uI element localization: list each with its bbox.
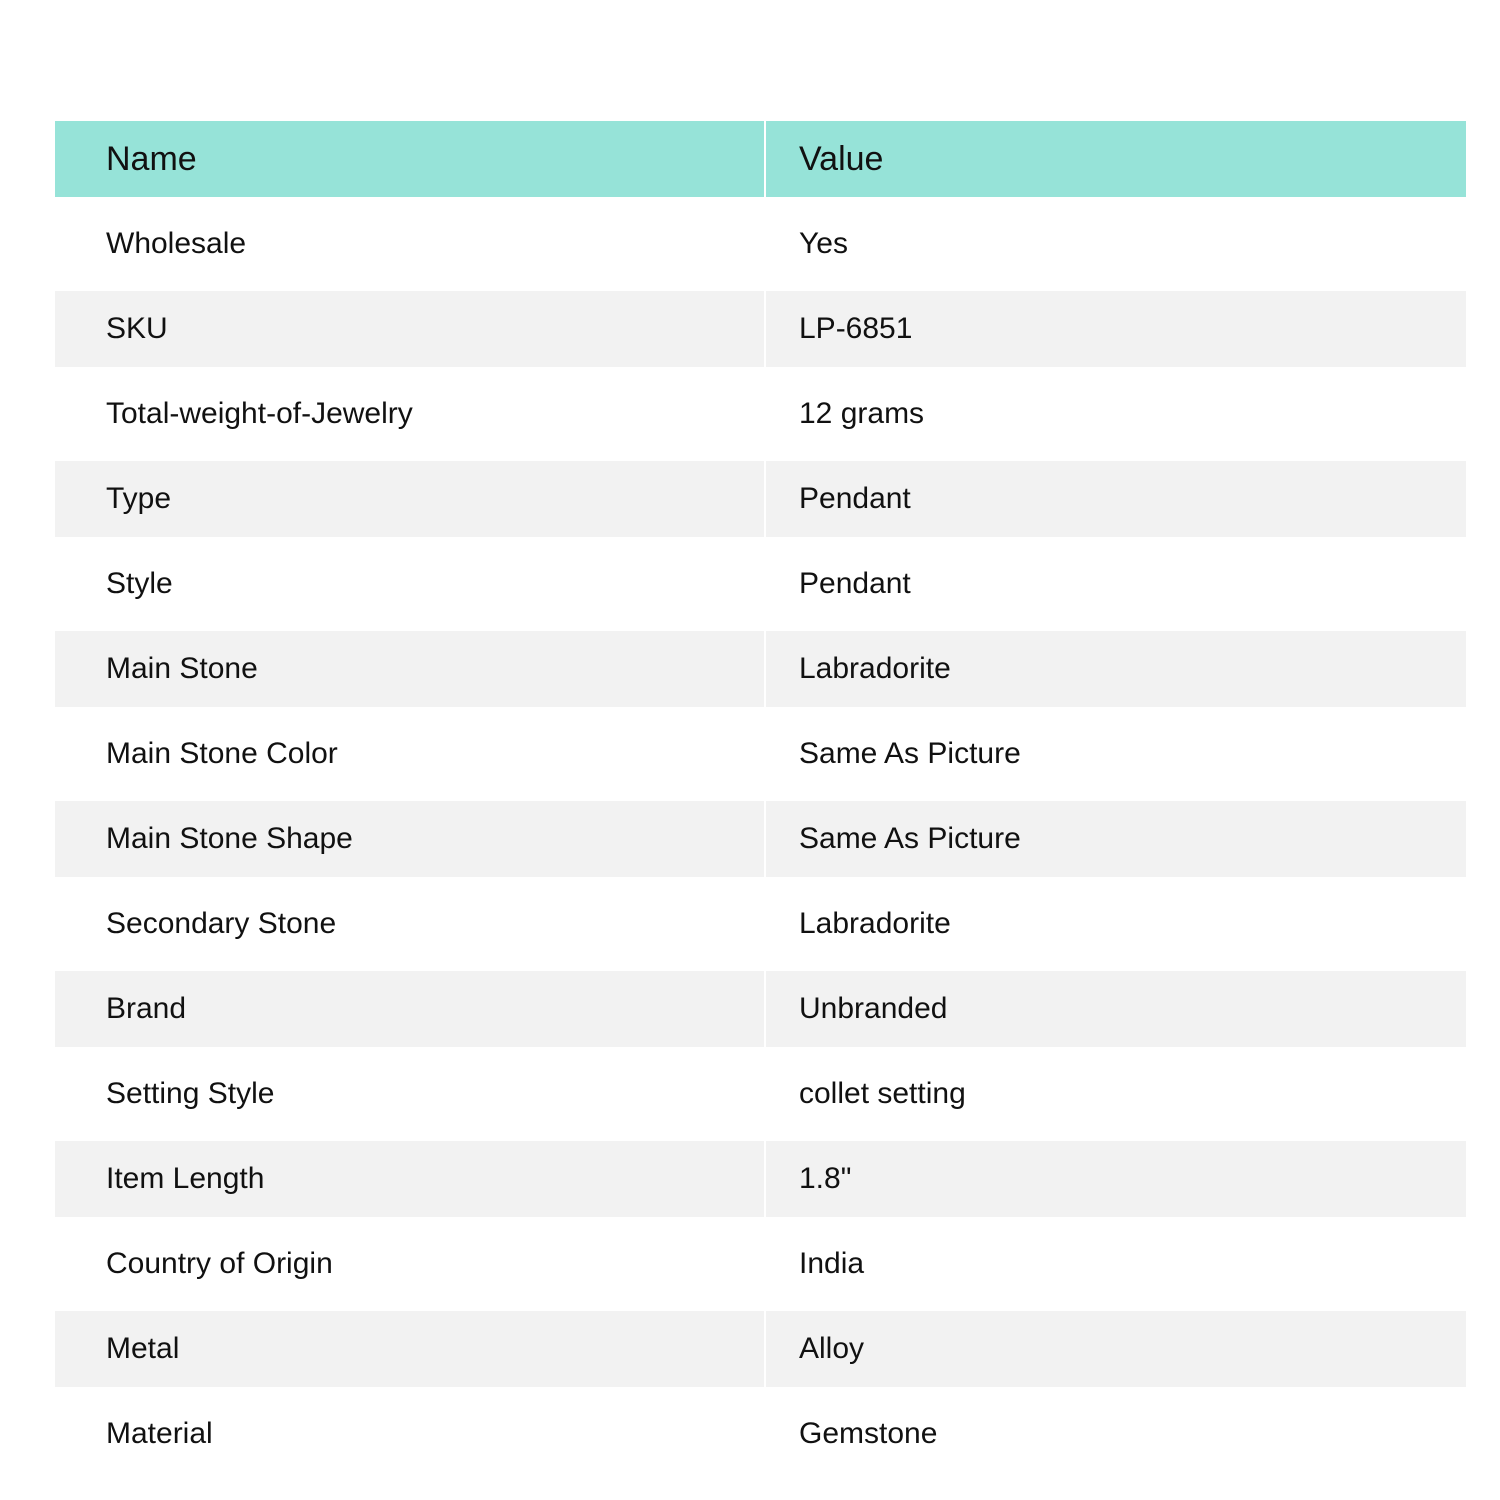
table-row [55,1141,1466,1217]
table-row [55,537,1466,631]
row-name-cell: Main Stone [55,631,766,707]
row-name-cell: Brand [55,971,766,1047]
table-row [55,877,1466,971]
row-name-cell: Secondary Stone [55,877,766,971]
table-row [55,971,1466,1047]
row-name-cell: Main Stone Color [55,707,766,801]
row-value-cell: collet setting [799,1077,966,1110]
row-value-cell: Unbranded [799,992,948,1025]
table-row [55,197,1466,291]
row-name-cell: Style [55,537,766,631]
row-value-cell: Pendant [799,482,911,515]
row-value-cell: LP-6851 [799,312,913,345]
row-value-cell: Same As Picture [799,822,1021,855]
row-name-cell: Item Length [55,1141,766,1217]
header-name-cell: Name [55,121,766,197]
table-row [55,1311,1466,1387]
row-name-cell: Total-weight-of-Jewelry [55,367,766,461]
row-name-cell: Wholesale [55,197,766,291]
row-value-cell: Labradorite [799,907,951,940]
row-value-cell: 1.8" [799,1162,852,1195]
row-name-cell: Country of Origin [55,1217,766,1311]
header-value-cell: Value [799,139,884,178]
row-name-cell: Metal [55,1311,766,1387]
row-value-cell: Yes [799,227,848,260]
table-row [55,707,1466,801]
row-name-cell: SKU [55,291,766,367]
table-row [55,367,1466,461]
row-value-cell: Labradorite [799,652,951,685]
table-row [55,801,1466,877]
row-value-cell: Pendant [799,567,911,600]
row-value-cell: 12 grams [799,397,925,430]
table-header-row [55,121,1466,197]
table-row [55,1047,1466,1141]
table-row [55,1387,1466,1481]
row-value-cell: Same As Picture [799,737,1021,770]
row-value-cell: India [799,1247,865,1280]
row-value-cell: Gemstone [799,1417,938,1450]
specifications-table [55,121,1466,1481]
row-name-cell: Setting Style [55,1047,766,1141]
table-row [55,1217,1466,1311]
row-name-cell: Main Stone Shape [55,801,766,877]
table-row [55,291,1466,367]
row-name-cell: Type [55,461,766,537]
row-name-cell: Material [55,1387,766,1481]
row-value-cell: Alloy [799,1332,865,1365]
table-row [55,631,1466,707]
table-row [55,461,1466,537]
